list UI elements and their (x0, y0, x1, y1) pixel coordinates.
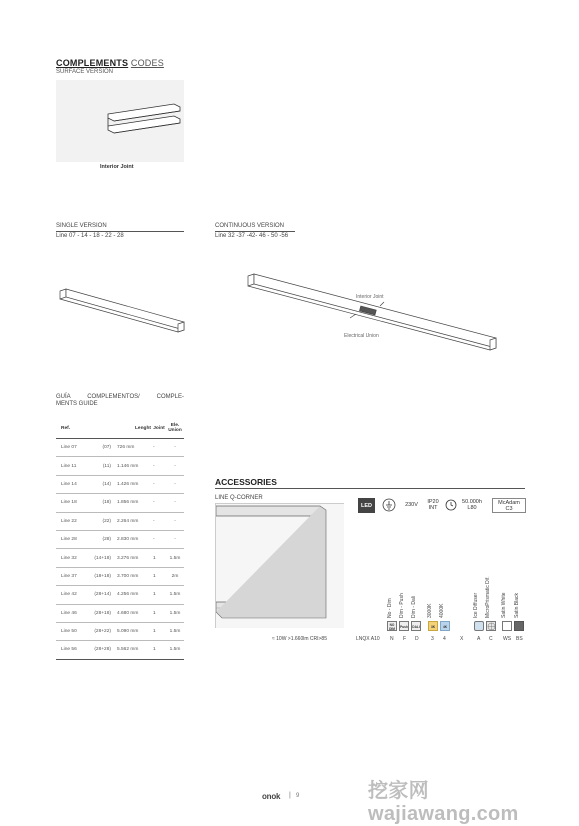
voltage-badge: 230V (402, 498, 421, 513)
row-code: (18+18) (88, 567, 114, 585)
code-f: F (403, 636, 407, 642)
row-length: 3.276 mm (114, 549, 152, 567)
code-a: A (477, 636, 481, 642)
interior-joint-image (56, 80, 184, 162)
row-code: (28+18) (88, 604, 114, 622)
table-row (56, 567, 184, 585)
row-union: - (166, 494, 184, 512)
option-3000k: 3000K (427, 603, 433, 618)
single-version-image (56, 285, 186, 350)
row-joint: - (152, 439, 166, 457)
continuous-version-label: CONTINUOUS VERSION (215, 223, 285, 229)
table-row (56, 641, 184, 659)
header-union-top: Ele. (170, 423, 180, 428)
option-satin-white: Satin White (501, 592, 507, 618)
electrical-union-label: Electrical Union (344, 333, 379, 339)
row-union: 1.5m (166, 586, 184, 604)
row-ref: Line 56 (56, 641, 88, 659)
row-code: (28) (88, 530, 114, 548)
interior-joint-label: Interior Joint (356, 294, 384, 300)
row-joint: - (152, 530, 166, 548)
row-length: 4.256 mm (114, 586, 152, 604)
macadam-top: McAdam (498, 500, 520, 506)
code-n: N (390, 636, 394, 642)
row-length: 1.426 mm (114, 475, 152, 493)
option-dim-push: Dim - Push (399, 593, 405, 618)
guide-table-body (56, 439, 184, 660)
accessories-title: ACCESSORIES (215, 477, 277, 487)
row-code: (28+14) (88, 586, 114, 604)
ip-badge (425, 498, 441, 513)
model-code: LNQX A10 (356, 636, 380, 642)
row-joint: 1 (152, 586, 166, 604)
row-ref: Line 32 (56, 549, 88, 567)
code-c: C (489, 636, 493, 642)
microprismatic-icon (486, 621, 496, 631)
option-ice-diffuser: Ice Diffuser (473, 592, 479, 618)
row-union: 1.5m (166, 604, 184, 622)
row-code: (28+22) (88, 622, 114, 640)
row-joint: - (152, 512, 166, 530)
table-row (56, 475, 184, 493)
code-3: 3 (431, 636, 434, 642)
row-joint: 1 (152, 604, 166, 622)
push-square: Push (399, 621, 409, 631)
single-version-lines: Line 07 - 14 - 18 - 22 - 28 (56, 233, 124, 239)
code-ws: WS (503, 636, 512, 642)
row-union: 1.5m (166, 549, 184, 567)
row-union: - (166, 530, 184, 548)
table-row (56, 439, 184, 457)
row-joint: - (152, 475, 166, 493)
row-ref: Line 11 (56, 457, 88, 475)
lifetime-top: 50.000h (462, 499, 482, 505)
row-union: - (166, 439, 184, 457)
no-dim-square-bottom: DIM (389, 627, 395, 631)
table-row (56, 494, 184, 512)
line-q-corner-image (215, 503, 344, 628)
single-version-label: SINGLE VERSION (56, 223, 107, 229)
header-code (88, 418, 114, 439)
row-length: 5.562 mm (114, 641, 152, 659)
row-code: (28+28) (88, 641, 114, 659)
clock-icon (445, 499, 457, 511)
page-title (56, 58, 164, 68)
row-ref: Line 22 (56, 512, 88, 530)
guide-title-line1: GUÍA COMPLEMENTOS/ COMPLE- (56, 394, 184, 400)
row-code: (18) (88, 494, 114, 512)
row-length: 1.146 mm (114, 457, 152, 475)
row-ref: Line 14 (56, 475, 88, 493)
title-bold: COMPLEMENTS (56, 58, 129, 68)
table-row (56, 586, 184, 604)
row-joint: - (152, 457, 166, 475)
satin-white-swatch (502, 621, 512, 631)
q-corner-illustration (216, 504, 344, 628)
header-ref: Ref. (56, 418, 88, 439)
row-code: (14+18) (88, 549, 114, 567)
header-union (166, 418, 184, 439)
header-joint: Joint (152, 418, 166, 439)
footer-separator: | (289, 792, 291, 799)
lifetime-bottom: L80 (467, 505, 477, 511)
row-ref: Line 37 (56, 567, 88, 585)
table-row (56, 457, 184, 475)
surface-version-label: SURFACE VERSION (56, 69, 114, 75)
no-dim-square-top: NO (389, 623, 395, 627)
watermark: 挖家网 wajiawang.com (368, 780, 519, 825)
row-union: 1.5m (166, 641, 184, 659)
row-length: 1.856 mm (114, 494, 152, 512)
continuous-version-image (244, 272, 504, 361)
code-4: 4 (443, 636, 446, 642)
continuous-version-lines: Line 32 -37 -42- 46 - 50 -56 (215, 233, 289, 239)
lifetime-badge (445, 498, 487, 513)
table-header-row (56, 418, 184, 439)
accessories-rule (215, 488, 525, 489)
header-union-bottom: Union (168, 428, 182, 433)
interior-joint-illustration (56, 80, 184, 162)
row-code: (22) (88, 512, 114, 530)
continuous-version-rule (215, 231, 295, 232)
code-d: D (415, 636, 419, 642)
page-number: 9 (296, 793, 300, 799)
brand-logo: onok (262, 792, 281, 801)
row-ref: Line 46 (56, 604, 88, 622)
guide-title-line2: MENTS GUIDE (56, 401, 98, 407)
4k-square: 4K (440, 621, 450, 631)
row-ref: Line 18 (56, 494, 88, 512)
row-length: 4.680 mm (114, 604, 152, 622)
table-row (56, 512, 184, 530)
option-no-dim: No - Dim (387, 598, 393, 618)
table-row (56, 622, 184, 640)
row-code: (14) (88, 475, 114, 493)
row-length: 5.090 mm (114, 622, 152, 640)
3k-square: 3K (428, 621, 438, 631)
row-joint: 1 (152, 567, 166, 585)
dali-square: DALI (411, 621, 421, 631)
led-badge: LED (358, 498, 375, 513)
ice-diffuser-icon (474, 621, 484, 631)
macadam-badge (492, 498, 526, 513)
row-ref: Line 42 (56, 586, 88, 604)
row-ref: Line 28 (56, 530, 88, 548)
row-length: 2.264 mm (114, 512, 152, 530)
row-code: (11) (88, 457, 114, 475)
row-length: 726 mm (114, 439, 152, 457)
row-length: 2.830 mm (114, 530, 152, 548)
row-union: - (166, 457, 184, 475)
code-bs: BS (516, 636, 523, 642)
option-4000k: 4000K (439, 603, 445, 618)
row-joint: 1 (152, 549, 166, 567)
row-ref: Line 07 (56, 439, 88, 457)
row-union: - (166, 512, 184, 530)
row-union: 1.5m (166, 622, 184, 640)
header-length: Lenght (114, 418, 152, 439)
single-profile-illustration (56, 285, 186, 345)
row-union: 2m (166, 567, 184, 585)
title-light: CODES (130, 58, 164, 68)
earth-icon (380, 498, 397, 513)
macadam-bottom: C3 (505, 506, 513, 512)
option-dim-dali: Dim - Dali (411, 596, 417, 618)
no-dim-square (387, 621, 397, 631)
ip-top: IP20 (427, 499, 439, 505)
option-microprismatic: MicroPrismatic Dif. (485, 576, 491, 618)
row-ref: Line 50 (56, 622, 88, 640)
lifetime-text (457, 499, 487, 511)
table-row (56, 549, 184, 567)
continuous-profile-illustration (244, 272, 504, 356)
option-satin-black: Satin Black (514, 592, 520, 618)
row-joint: 1 (152, 622, 166, 640)
single-version-rule (56, 231, 184, 232)
row-union: - (166, 475, 184, 493)
power-spec: ≈ 10W >1.660lm CRI>85 (272, 636, 327, 642)
row-code: (07) (88, 439, 114, 457)
complements-guide-table (56, 418, 184, 660)
interior-joint-caption: Interior Joint (100, 164, 134, 170)
code-x: X (460, 636, 464, 642)
table-row (56, 604, 184, 622)
row-length: 3.700 mm (114, 567, 152, 585)
line-q-corner-label: LINE Q-CORNER (215, 495, 263, 501)
table-row (56, 530, 184, 548)
satin-black-swatch (514, 621, 524, 631)
row-joint: 1 (152, 641, 166, 659)
row-joint: - (152, 494, 166, 512)
ip-bottom: INT (428, 505, 438, 511)
